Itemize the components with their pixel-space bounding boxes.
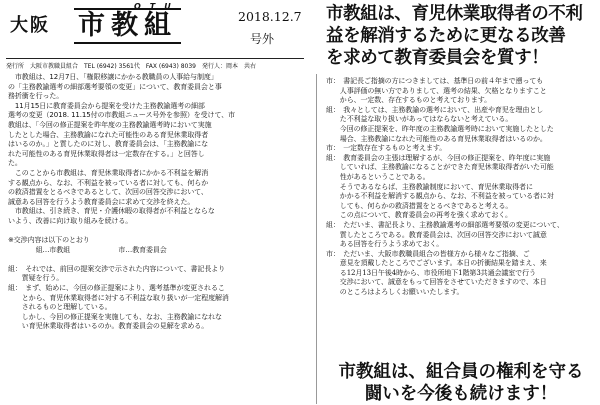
article-line: い育児休業取得者はいるのか。教育委員会の見解を求める。 xyxy=(8,322,209,331)
article-line: されるものと理解している。 xyxy=(8,303,112,312)
article-line xyxy=(8,255,310,265)
article-line: の救済措置をとるべきであるとして、次回の回答交渉において、 xyxy=(8,188,208,197)
article-line: 質疑を行う。 xyxy=(8,274,64,283)
issue-date: 2018.12.7 xyxy=(238,9,302,24)
article-line: 組： 我々としては、主務教諭の選考において、出産や育児を理由とし xyxy=(326,105,544,114)
article-line: この点について、教育委員会の再考を強く求めておく。 xyxy=(326,211,512,220)
article-line: する観点から、なお、不利益を被っている者に対しても、何らか xyxy=(8,178,209,187)
article-line: る12月13日午後4時から、市役所地下1階第3共通会議室で行う xyxy=(326,268,536,277)
article-line: 組： それでは、前回の提案交渉で示された内容について、書記長より xyxy=(8,264,226,273)
article-line: しても、何らかの救済措置をとるべきであると考える。 xyxy=(326,201,513,210)
article-line: そうであるならば、主務教諭制度において、育児休業取得者に xyxy=(326,182,533,191)
article-line: ある回答を行うよう求めておく。 xyxy=(326,240,444,249)
masthead-city: 大阪 xyxy=(10,15,50,36)
right-article xyxy=(326,77,598,298)
article-line: 市： ただいま、大阪市教職員組合の皆様方から様々なご指摘、ご xyxy=(326,249,530,258)
article-line: 市： 書記長ご指摘の方につきましては、基準日の前４年まで遡っても xyxy=(326,77,544,85)
top-headline xyxy=(326,3,594,69)
article-line: 組： 教育委員会の主張は理解するが、今回の修正提案を、昨年度に実施 xyxy=(326,153,551,162)
article-line: していれば、主務教諭になることができた育児休業取得者がいた可能 xyxy=(326,163,554,172)
article-line: 務折衝を行った。 xyxy=(8,92,64,101)
bottom-headline-line: 闘いを今後も続けます！ xyxy=(364,384,558,404)
article-line: 選考の変更（2018. 11.15付の市教組ニュース号外を参照）を受けて、市 xyxy=(8,111,236,120)
article-line: 交渉において、誠意をもって回答をさせていただきますので、本日 xyxy=(326,278,547,287)
article-line: 誠意ある回答を行うよう教育委員会に求めて交渉を終えた。 xyxy=(8,197,195,206)
article-line: 場合、主務教諭になれた可能性のある育児休業取得者はいるのか。 xyxy=(326,134,547,143)
article-line: しかし、今回の修正提案を実施しても、なお、主務教諭になれな xyxy=(8,312,222,321)
article-line: 市： 一定数存在するものと考えます。 xyxy=(326,144,447,153)
article-line: とから、育児休業取得者に対する不利益な取り扱いが一定程度解消 xyxy=(8,293,229,302)
article-line: 組…市教組 市…教育委員会 xyxy=(8,245,167,254)
article-line: 人事評価の無い方でありまして、選考の結果、欠格となりますこと xyxy=(326,86,547,95)
article-line: た。 xyxy=(8,159,22,168)
article-line: 組： まず、始めに、今回の修正提案により、選考基準が変更されるこ xyxy=(8,284,225,293)
masthead xyxy=(6,4,306,62)
issue-number: 号外 xyxy=(250,32,275,46)
article-line: のところはよろしくお願いいたします。 xyxy=(326,288,464,297)
top-headline-line: 市教組は、育児休業取得者の不利 xyxy=(326,4,583,24)
bottom-headline xyxy=(326,361,596,405)
article-line: ※交渉内容は以下のとおり xyxy=(8,236,90,245)
article-line: いよう、改善に向け取り組みを続ける。 xyxy=(8,216,133,225)
masthead-title: 市教組 xyxy=(74,8,181,44)
article-line: 11月15日に教育委員会から提案を受けた主務教諭選考の細部 xyxy=(8,101,205,110)
publisher-line: 発行所 大阪市教職員組合 TEL (6942) 3561代 FAX (6943) 8039 発行人：岡本 共右 xyxy=(6,58,304,70)
column-divider xyxy=(316,74,317,404)
article-line: このことから市教組は、育児休業取得者にかかる不利益を解消 xyxy=(8,168,209,177)
article-line: 今回の修正提案を、昨年度の主務教諭選考時において実施したとした xyxy=(326,124,554,133)
article-line: したとした場合、主務教諭になれた可能性のある育児休業取得者 xyxy=(8,130,209,139)
top-headline-line: を求めて教育委員会を質す！ xyxy=(326,48,549,68)
masthead-tagline: OTU xyxy=(134,2,180,11)
article-line: れた可能性のある育児休業取得者は一定数存在する。」と回答し xyxy=(8,149,205,158)
article-line xyxy=(8,227,310,237)
article-line: はいるのか。」と質したのに対し、教育委員会は、「主務教諭にな xyxy=(8,140,208,149)
article-line: 質したところである。教育委員会は、次回の回答交渉において誠意 xyxy=(326,230,547,239)
article-line: から、一定数、存在するものと考えております。 xyxy=(326,96,492,105)
article-line: 市教組は、12月7日、「権限移譲にかかる教職員の人事給与制度」 xyxy=(8,73,218,81)
top-headline-line: 益を解消するために更なる改善 xyxy=(326,26,566,46)
article-line: 教組は、「今回の修正提案を昨年度の主務教諭選考時において実施 xyxy=(8,120,212,129)
article-line: 市教組は、引き続き、育児・介護休暇の取得者が不利益とならな xyxy=(8,207,215,216)
left-article xyxy=(8,73,310,332)
article-line: の「主務教諭選考の細部選考要領の変更」について、教育委員会と事 xyxy=(8,82,222,91)
article-line: 意見を頂戴したところでございます。本日の折衝結果を踏まえ、来 xyxy=(326,259,547,268)
article-line: 組： ただいま、書記長より、主務教諭選考の細部選考要領の変更について、 xyxy=(326,220,564,229)
bottom-headline-line: 市教組は、組合員の権利を守る xyxy=(338,362,584,382)
article-line: た不利益な取り扱いがあってはならないと考えている。 xyxy=(326,115,513,124)
article-line: かかる不利益を解消する観点から、なお、不利益を被っている者に対 xyxy=(326,192,554,201)
article-line: 性があるということである。 xyxy=(326,172,430,181)
